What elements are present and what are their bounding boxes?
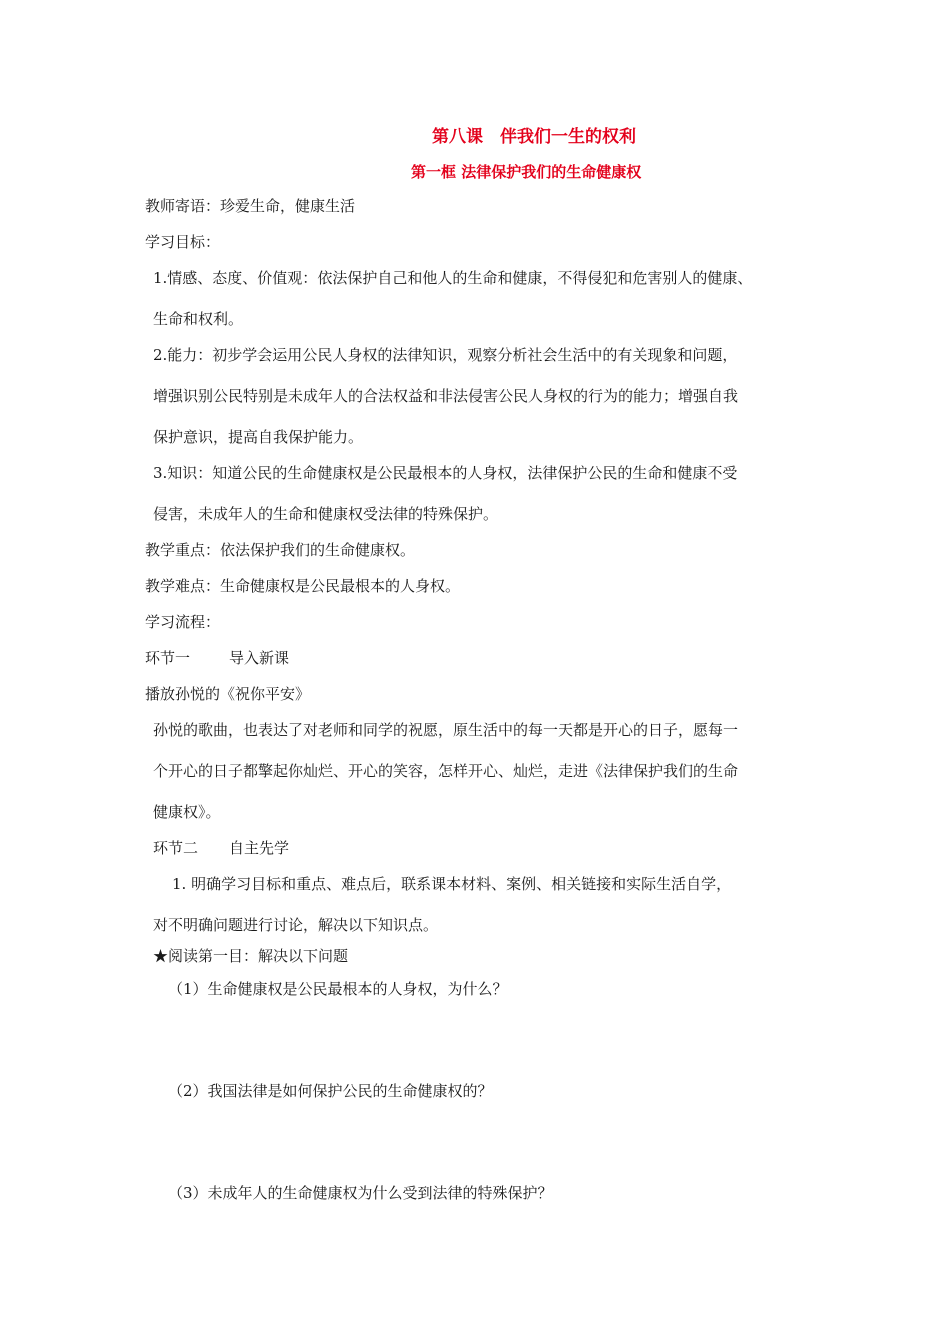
section-subtitle: 第一框 法律保护我们的生命健康权 [411,163,642,181]
step-1-name: 导入新课 [229,649,290,667]
objective-2-line-3: 保护意识，提高自我保护能力。 [153,428,364,446]
reading-task: ★阅读第一目：解决以下问题 [153,947,349,965]
question-1: （1）生命健康权是公民最根本的人身权，为什么？ [168,980,508,998]
key-point: 教学重点：依法保护我们的生命健康权。 [145,541,416,559]
self-study-line-1: 1. 明确学习目标和重点、难点后，联系课本材料、案例、相关链接和实际生活自学， [172,875,732,893]
intro-line-3: 健康权》。 [153,803,221,821]
question-3: （3）未成年人的生命健康权为什么受到法律的特殊保护？ [168,1184,553,1202]
step-1-label: 环节一 [145,649,191,667]
teacher-message: 教师寄语：珍爱生命，健康生活 [145,197,356,215]
objective-1-line-2: 生命和权利。 [153,310,244,328]
objective-3-line-2: 侵害，未成年人的生命和健康权受法律的特殊保护。 [153,505,499,523]
intro-line-2: 个开心的日子都擎起你灿烂、开心的笑容，怎样开心、灿烂，走进《法律保护我们的生命 [153,762,739,780]
difficult-point: 教学难点：生命健康权是公民最根本的人身权。 [145,577,461,595]
step-2-label: 环节二 [153,839,199,857]
objective-2-line-1: 2.能力：初步学会运用公民人身权的法律知识，观察分析社会生活中的有关现象和问题， [153,346,738,364]
objectives-heading: 学习目标： [145,233,221,251]
objective-1-line-1: 1.情感、态度、价值观：依法保护自己和他人的生命和健康，不得侵犯和危害别人的健康、 [153,269,753,287]
question-2: （2）我国法律是如何保护公民的生命健康权的？ [168,1082,493,1100]
intro-line-1: 孙悦的歌曲，也表达了对老师和同学的祝愿，原生活中的每一天都是开心的日子，愿每一 [153,721,739,739]
lesson-title: 第八课 伴我们一生的权利 [432,127,636,147]
song-line: 播放孙悦的《祝你平安》 [145,685,311,703]
step-2-name: 自主先学 [229,839,290,857]
self-study-line-2: 对不明确问题进行讨论，解决以下知识点。 [153,916,439,934]
objective-2-line-2: 增强识别公民特别是未成年人的合法权益和非法侵害公民人身权的行为的能力；增强自我 [153,387,739,405]
process-heading: 学习流程： [145,613,221,631]
objective-3-line-1: 3.知识：知道公民的生命健康权是公民最根本的人身权，法律保护公民的生命和健康不受 [153,464,738,482]
